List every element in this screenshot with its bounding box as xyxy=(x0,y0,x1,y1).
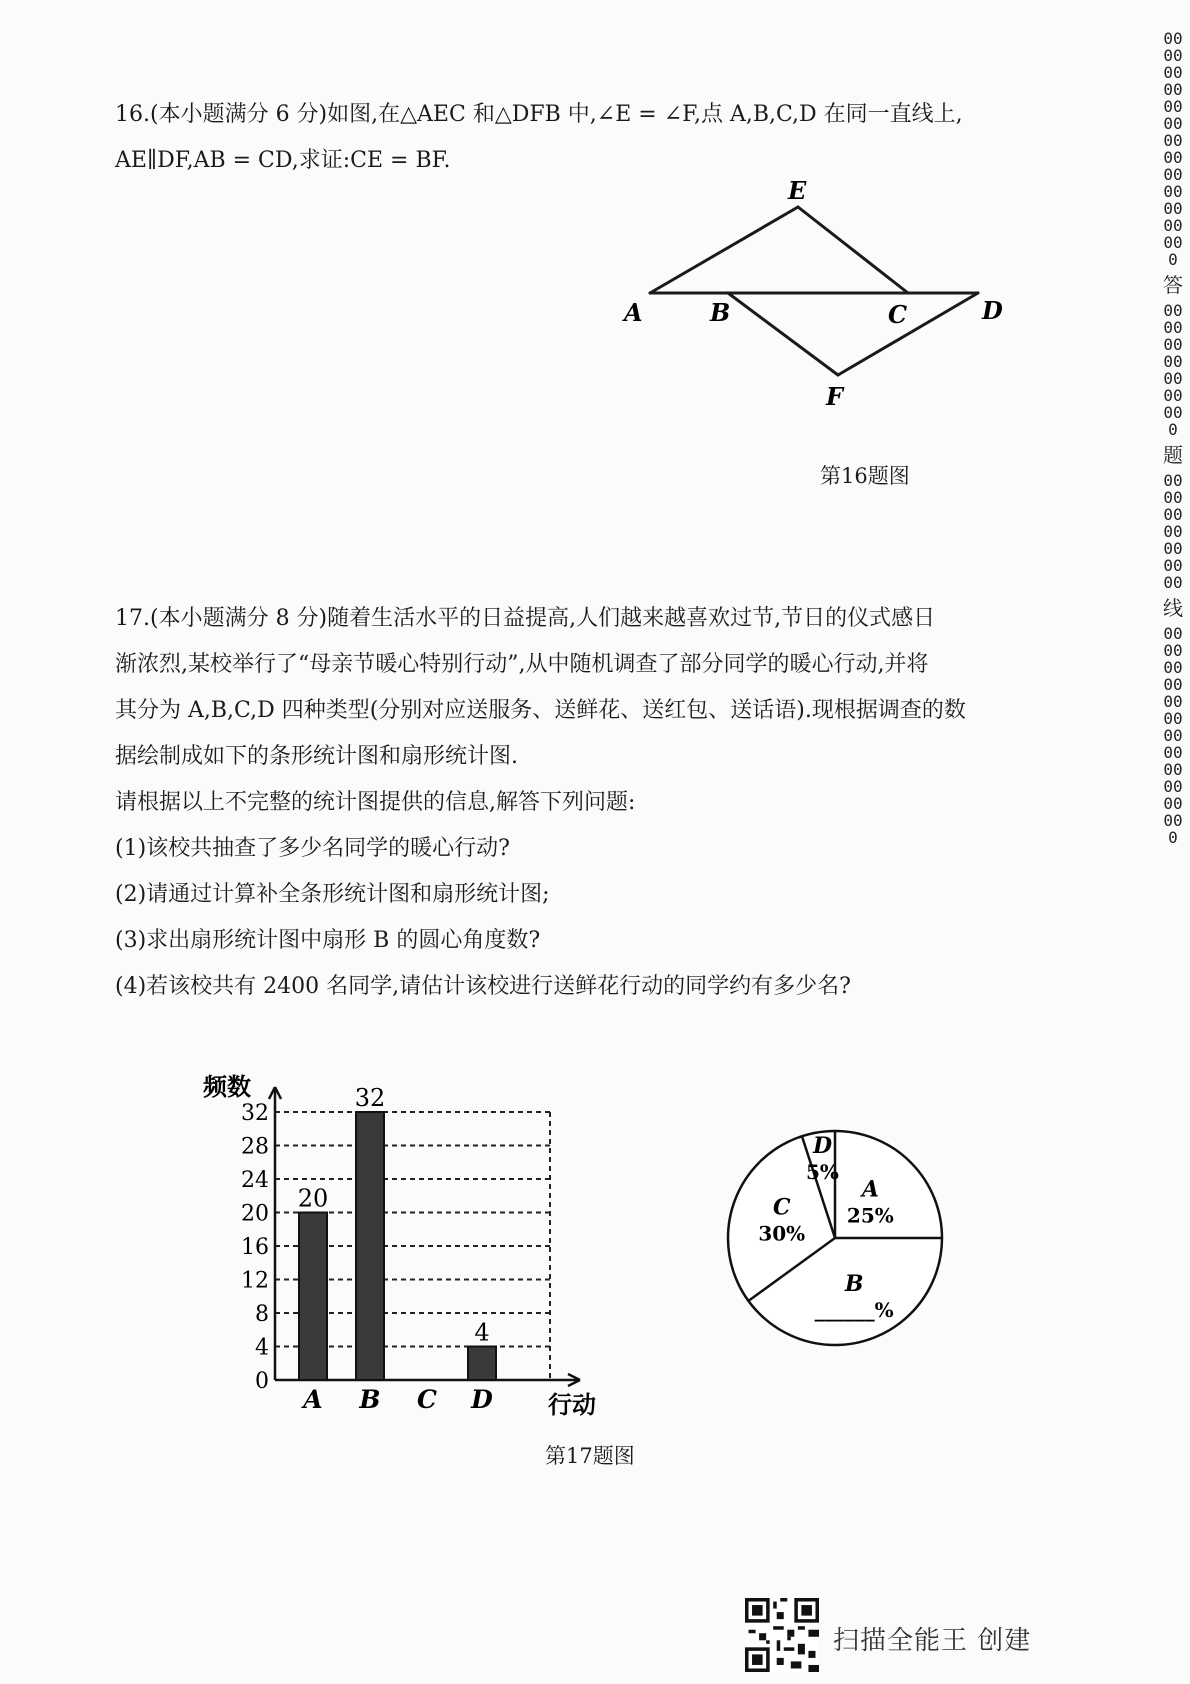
segment-BF xyxy=(728,293,838,375)
question-17-subquestion-3: (3)求出扇形统计图中扇形 B 的圆心角度数? xyxy=(115,928,541,953)
y-tick-label: 24 xyxy=(241,1168,269,1193)
bar-data-label: 4 xyxy=(474,1318,490,1347)
margin-mark: 题 xyxy=(1163,443,1183,467)
question-17-line: 其分为 A,B,C,D 四种类型(分别对应送服务、送鲜花、送红包、送话语).现根据调查的数 xyxy=(115,698,966,723)
question-17-line: 请根据以上不完整的统计图提供的信息,解答下列问题: xyxy=(115,790,636,815)
pie-slice-label: C xyxy=(772,1194,791,1221)
bar-data-label: 32 xyxy=(354,1084,386,1112)
pie-slice-percent: 30% xyxy=(758,1221,806,1246)
question-17 xyxy=(115,596,1095,1010)
segment-AE xyxy=(650,207,798,293)
figure-16-geometry xyxy=(624,175,1050,435)
question-16 xyxy=(115,92,1095,184)
y-axis-label: 频数 xyxy=(203,1072,251,1101)
x-axis-label: 行动 xyxy=(548,1390,596,1419)
pie-slice-percent: 25% xyxy=(846,1203,894,1228)
bar-data-label: 20 xyxy=(297,1184,329,1213)
point-label-D: D xyxy=(982,296,1003,325)
pie-slice-percent: ______% xyxy=(814,1297,894,1322)
y-tick-label: 28 xyxy=(241,1134,269,1160)
figure-17-caption: 第17题图 xyxy=(545,1444,635,1468)
scanner-watermark xyxy=(745,1596,1065,1676)
question-17-line: 17.(本小题满分 8 分)随着生活水平的日益提高,人们越来越喜欢过节,节日的仪式感日 xyxy=(115,606,936,631)
question-16-line-2: AE∥DF,AB = CD,求证:CE = BF. xyxy=(115,148,451,173)
margin-fill-digits: 000000000000000000000000000 xyxy=(1163,29,1183,269)
margin-fill-digits: 0000000000000000000000000 xyxy=(1163,624,1183,847)
margin-fill-digits: 000000000000000 xyxy=(1163,301,1183,439)
question-17-subquestion-1: (1)该校共抽查了多少名同学的暖心行动? xyxy=(115,836,510,861)
y-tick-label: 20 xyxy=(241,1201,269,1227)
bar xyxy=(468,1347,496,1381)
question-16-line-1: 16.(本小题满分 6 分)如图,在△AEC 和△DFB 中,∠E = ∠F,点 A,B,C,D 在同一直线上, xyxy=(115,102,963,127)
point-label-F: F xyxy=(826,382,844,411)
question-17-line: 渐浓烈,某校举行了“母亲节暖心特别行动”,从中随机调查了部分同学的暖心行动,并将 xyxy=(115,652,929,677)
binding-margin xyxy=(1160,30,1186,846)
point-label-A: A xyxy=(624,298,643,327)
bar xyxy=(299,1213,327,1381)
pie-slice-label: D xyxy=(812,1132,833,1159)
x-tick-label: C xyxy=(417,1385,437,1414)
x-tick-label: B xyxy=(359,1385,381,1414)
segment-EC xyxy=(798,207,908,293)
question-17-subquestion-4: (4)若该校共有 2400 名同学,请估计该校进行送鲜花行动的同学约有多少名? xyxy=(115,974,851,999)
point-label-B: B xyxy=(710,298,731,327)
point-label-C: C xyxy=(888,300,908,329)
y-tick-label: 12 xyxy=(241,1268,269,1294)
question-17-subquestion-2: (2)请通过计算补全条形统计图和扇形统计图; xyxy=(115,882,550,907)
bar-chart xyxy=(203,1072,635,1419)
bar xyxy=(356,1112,384,1380)
pie-slice-label: B xyxy=(844,1270,864,1297)
y-tick-label: 32 xyxy=(241,1101,269,1126)
y-tick-label: 8 xyxy=(255,1302,269,1327)
y-tick-label: 0 xyxy=(255,1369,269,1394)
y-tick-label: 4 xyxy=(255,1335,269,1361)
x-tick-label: A xyxy=(303,1385,323,1414)
margin-mark: 答 xyxy=(1163,273,1183,297)
pie-slice-label: A xyxy=(861,1176,879,1203)
pie-slice-percent: 5% xyxy=(806,1159,839,1184)
pie-chart xyxy=(715,1118,955,1358)
y-tick-label: 16 xyxy=(241,1235,269,1260)
margin-mark: 线 xyxy=(1163,596,1183,620)
qr-code-icon xyxy=(745,1598,819,1672)
question-17-line: 据绘制成如下的条形统计图和扇形统计图. xyxy=(115,744,518,769)
figure-16-caption: 第16题图 xyxy=(820,464,910,488)
point-label-E: E xyxy=(788,176,807,205)
scanner-watermark-text: 扫描全能王 创建 xyxy=(833,1626,1032,1656)
x-tick-label: D xyxy=(471,1385,493,1414)
margin-fill-digits: 00000000000000 xyxy=(1163,471,1183,592)
segment-FD xyxy=(838,293,978,375)
